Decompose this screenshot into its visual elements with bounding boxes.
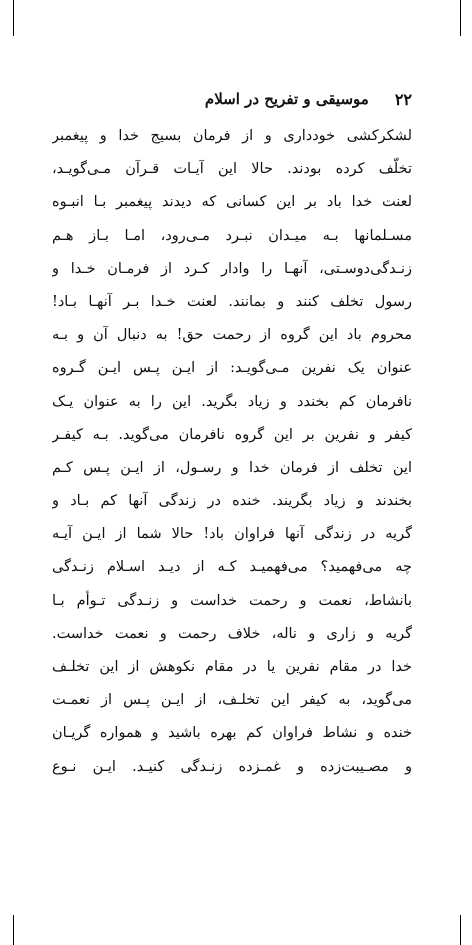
text-line-3: لعنت خدا باد بر این کسانی که دیدند پیغمبر بـا انبـوه xyxy=(52,194,412,211)
text-line-20: و مصـیبت‌زده و غمـزده زنـدگی کنیـد. ایـن نـوع xyxy=(52,758,412,775)
running-title: موسیقی و تفریح در اسلام xyxy=(204,90,369,108)
crop-mark-top-left xyxy=(13,0,14,36)
text-line-18: می‌گوید، به کیفر این تخلـف، از ایـن پـس از نعمـت xyxy=(52,692,412,709)
body-text xyxy=(52,120,412,784)
text-line-15: بانشاط، نعمت و رحمت خداست و زنـدگی تـوأم بـا xyxy=(52,592,412,609)
text-line-10: کیفر و نفرین بر این گروه نافرمان می‌گوید. بـه کیفـر xyxy=(52,426,412,443)
crop-mark-bottom-right xyxy=(460,915,461,945)
text-line-13: گریه در زندگی آنها فراوان باد! حالا شما از ایـن آیـه xyxy=(52,526,412,543)
text-line-2: تخلّف کرده بودند. حالا این آیـات قـرآن مـی‌گویـد، xyxy=(52,161,412,178)
text-line-5: زنـدگی‌دوسـتی، آنهـا را وادار کـرد از فرمـان خـدا و xyxy=(52,260,412,277)
text-line-7: محروم باد این گروه از رحمت حق! به دنبال آن و بـه xyxy=(52,327,412,344)
text-line-16: گریه و زاری و ناله، خلاف رحمت و نعمت خداست. xyxy=(52,625,412,642)
text-line-9: نافرمان کم بخندد و زیاد بگرید. این را به عنوان یـک xyxy=(52,393,412,410)
text-line-4: مسـلمانها بـه میـدان نبـرد مـی‌رود، امـا بـاز هـم xyxy=(52,227,412,244)
text-line-17: خدا در مقام نفرین یا در مقام نکوهش از این تخلـف xyxy=(52,659,412,675)
text-line-19: خنده و نشاط فراوان کم بهره باشید و همواره گریـان xyxy=(52,725,412,742)
text-line-14: چه می‌فهمید؟ می‌فهمیـد کـه از دیـد اسـلام زنـدگی xyxy=(52,559,412,576)
text-line-6: رسول تخلف کنند و بمانند. لعنت خـدا بـر آنهـا بـاد! xyxy=(52,293,412,310)
text-line-1: لشکرکشی خودداری و از فرمان بسیج خدا و پیغمبر xyxy=(52,128,412,144)
text-line-12: بخندند و زیاد بگریند. خنده در زندگی آنها کم بـاد و xyxy=(52,493,412,510)
crop-mark-top-right xyxy=(460,0,461,36)
text-line-8: عنوان یک نفرین مـی‌گویـد: از ایـن پـس ایـن گـروه xyxy=(52,360,412,377)
running-head xyxy=(52,86,412,112)
text-line-11: این تخلف از فرمان خدا و رسـول، از ایـن پـس کـم xyxy=(52,459,412,476)
page-number: ۲۲ xyxy=(394,89,412,109)
crop-mark-bottom-left xyxy=(13,915,14,945)
